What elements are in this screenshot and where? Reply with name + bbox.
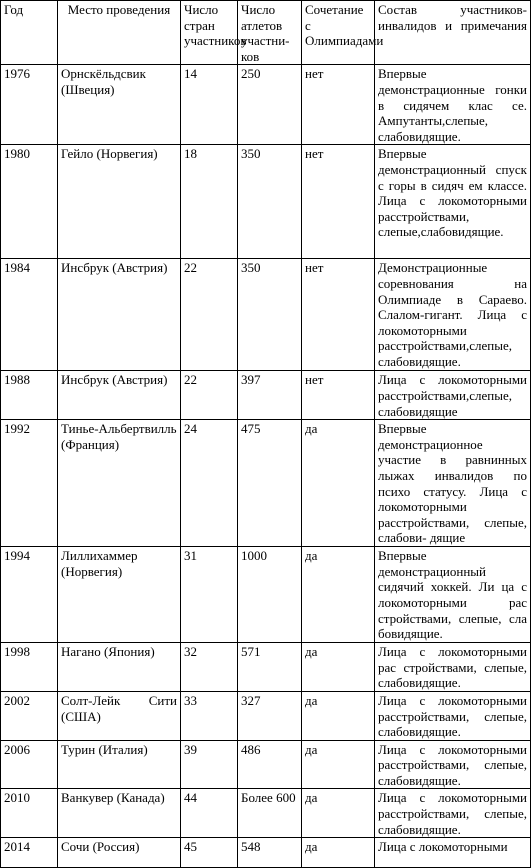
cell-venue: Инсбрук (Австрия)	[58, 371, 181, 420]
cell-composition: Демонстрационные соревнования на Олимпиаде в Сараево. Слалом-гигант. Лица с локомоторными расстройствами,слепые, слабовидящие.	[375, 259, 531, 371]
table-row	[1, 420, 531, 547]
cell-countries: 33	[181, 691, 238, 740]
cell-year: 2014	[1, 838, 58, 868]
cell-composition: Впервые демонстрационное участие в равнинных лыжах инвалидов по психо статусу. Лица с локомоторными расстройствами, слепые, слабови- дящие	[375, 420, 531, 547]
table-row	[1, 691, 531, 740]
cell-combined: нет	[302, 145, 375, 259]
cell-venue: Тинье-Альбертвилль (Франция)	[58, 420, 181, 547]
cell-year: 1984	[1, 259, 58, 371]
cell-combined: да	[302, 643, 375, 692]
header-countries: Число стран участников	[181, 1, 238, 65]
cell-athletes: 1000	[238, 547, 302, 643]
cell-year: 1998	[1, 643, 58, 692]
cell-composition: Впервые демонстрационные гонки в сидячем клас се. Ампутанты,слепые, слабовидящие.	[375, 65, 531, 145]
cell-composition: Лица с локомоторными расстройствами,слепые, слабовидящие	[375, 371, 531, 420]
cell-athletes: 327	[238, 691, 302, 740]
cell-combined: нет	[302, 65, 375, 145]
cell-venue: Нагано (Япония)	[58, 643, 181, 692]
cell-venue: Турин (Италия)	[58, 740, 181, 789]
cell-year: 1992	[1, 420, 58, 547]
cell-countries: 44	[181, 789, 238, 838]
cell-countries: 18	[181, 145, 238, 259]
header-year: Год	[1, 1, 58, 65]
cell-venue: Инсбрук (Австрия)	[58, 259, 181, 371]
cell-combined: нет	[302, 371, 375, 420]
table-header-row	[1, 1, 531, 65]
cell-composition: Лица с локомоторными	[375, 838, 531, 868]
cell-venue: Лиллихаммер (Норвегия)	[58, 547, 181, 643]
table-row	[1, 789, 531, 838]
cell-athletes: 548	[238, 838, 302, 868]
cell-composition: Впервые демонстрационный спуск с горы в сидяч ем классе. Лица с локомоторными расстройствами, слепые,слабовидящие.	[375, 145, 531, 259]
cell-countries: 32	[181, 643, 238, 692]
table-body	[1, 65, 531, 868]
cell-year: 1988	[1, 371, 58, 420]
cell-year: 1976	[1, 65, 58, 145]
cell-combined: да	[302, 838, 375, 868]
cell-combined: да	[302, 420, 375, 547]
cell-combined: да	[302, 691, 375, 740]
cell-year: 1994	[1, 547, 58, 643]
cell-year: 2002	[1, 691, 58, 740]
table-row	[1, 371, 531, 420]
cell-composition: Лица с локомоторными расстройствами, слепые, слабовидящие.	[375, 740, 531, 789]
header-venue: Место проведения	[58, 1, 181, 65]
header-combined: Сочетание с Олимпиадами	[302, 1, 375, 65]
cell-countries: 45	[181, 838, 238, 868]
cell-year: 2006	[1, 740, 58, 789]
cell-countries: 22	[181, 259, 238, 371]
cell-composition: Лица с локомоторными расстройствами, слепые, слабовидящие.	[375, 691, 531, 740]
cell-athletes: 350	[238, 145, 302, 259]
cell-combined: нет	[302, 259, 375, 371]
header-athletes: Число атлетов участни-ков	[238, 1, 302, 65]
cell-countries: 22	[181, 371, 238, 420]
table-row	[1, 65, 531, 145]
cell-venue: Солт-Лейк Сити (США)	[58, 691, 181, 740]
cell-countries: 39	[181, 740, 238, 789]
cell-venue: Ванкувер (Канада)	[58, 789, 181, 838]
header-composition: Состав участников-инвалидов и примечания	[375, 1, 531, 65]
cell-athletes: 486	[238, 740, 302, 789]
cell-venue: Гейло (Норвегия)	[58, 145, 181, 259]
cell-athletes: 397	[238, 371, 302, 420]
cell-athletes: 250	[238, 65, 302, 145]
table-row	[1, 145, 531, 259]
cell-composition: Лица с локомоторными рас стройствами, слепые, слабовидящие.	[375, 643, 531, 692]
cell-countries: 14	[181, 65, 238, 145]
table-row	[1, 838, 531, 868]
cell-year: 1980	[1, 145, 58, 259]
table-row	[1, 643, 531, 692]
cell-year: 2010	[1, 789, 58, 838]
cell-athletes: 350	[238, 259, 302, 371]
cell-combined: да	[302, 740, 375, 789]
table-row	[1, 547, 531, 643]
table-row	[1, 259, 531, 371]
cell-composition: Впервые демонстрационный сидячий хоккей. Ли ца с локомоторными рас стройствами, слепые, сла бовидящие.	[375, 547, 531, 643]
cell-countries: 24	[181, 420, 238, 547]
cell-combined: да	[302, 789, 375, 838]
cell-composition: Лица с локомоторными расстройствами, слепые, слабовидящие.	[375, 789, 531, 838]
cell-athletes: 475	[238, 420, 302, 547]
cell-athletes: 571	[238, 643, 302, 692]
cell-combined: да	[302, 547, 375, 643]
cell-venue: Сочи (Россия)	[58, 838, 181, 868]
cell-athletes: Более 600	[238, 789, 302, 838]
table-row	[1, 740, 531, 789]
cell-venue: Орнскёльдсвик (Швеция)	[58, 65, 181, 145]
cell-countries: 31	[181, 547, 238, 643]
